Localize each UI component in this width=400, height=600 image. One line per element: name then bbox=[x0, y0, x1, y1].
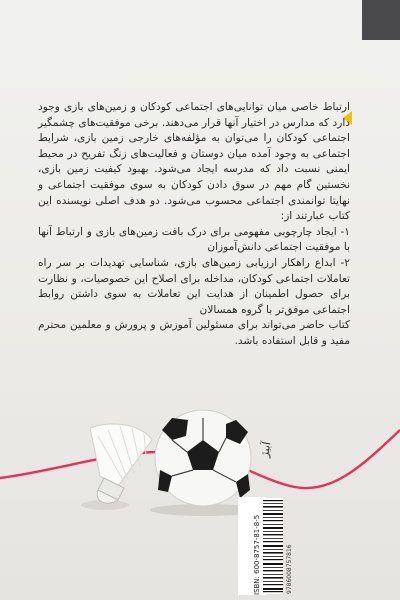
blurb-closing: کتاب حاضر می‌تواند برای مسئولین آموزش و پرورش و معلمین محترم مفید و قابل استفاده باشد. bbox=[38, 319, 350, 347]
corner-block bbox=[362, 0, 400, 40]
back-cover-blurb bbox=[38, 100, 350, 350]
shuttlecock-icon bbox=[81, 424, 152, 510]
soccer-ball-icon bbox=[155, 410, 251, 506]
barcode-digits: 9786008757816 bbox=[286, 544, 293, 594]
barcode-icon bbox=[263, 498, 283, 594]
isbn-label-block bbox=[238, 497, 266, 595]
publisher-logo: آبیژ bbox=[258, 440, 274, 459]
sports-illustration bbox=[0, 380, 400, 600]
blurb-goal-2: ۲- ابداع راهکار ارزیابی زمین‌های بازی، شناسایی تهدیدات بر سر راه تعاملات اجتماعی کودکان، مداخله برای اصلاح این خصوصیات، و نظارت برای حصول اطمینان از هدایت این تعاملات به سوی داشتن روابط اجتماعی موفق‌تر با گروه همسالان bbox=[38, 256, 350, 316]
blurb-intro: ارتباط خاصی میان توانایی‌های اجتماعی کودکان و زمین‌های بازی وجود دارد که مدارس در اختیار آنها قرار می‌دهند. برخی موفقیت‌های چشمگیر اجتماعی کودکان را می‌توان به مؤلفه‌های خارجی زمین بازی، شرایط اجتماعی به وجود آمده میان دوستان و فعالیت‌های زنگ تفریح در محیط ایمنی نسبت داد که مدرسه ایجاد می‌شود. بهبود کیفیت زمین بازی، نخستین گام مهم در سوق دادن کودکان به سوی موفقیت اجتماعی و نهایتا توانمندی اجتماعی محسوب می‌شود. دو هدف اصلی نویسنده این کتاب عبارتند از: bbox=[38, 101, 350, 223]
blurb-goal-1: ۱- ایجاد چارچوبی مفهومی برای درک بافت زمین‌های بازی و ارتباط آنها با موفقیت اجتماعی دانش‌آموزان bbox=[38, 225, 350, 254]
isbn-number: ISBN: 600-8757-81-8-5 bbox=[253, 514, 261, 595]
